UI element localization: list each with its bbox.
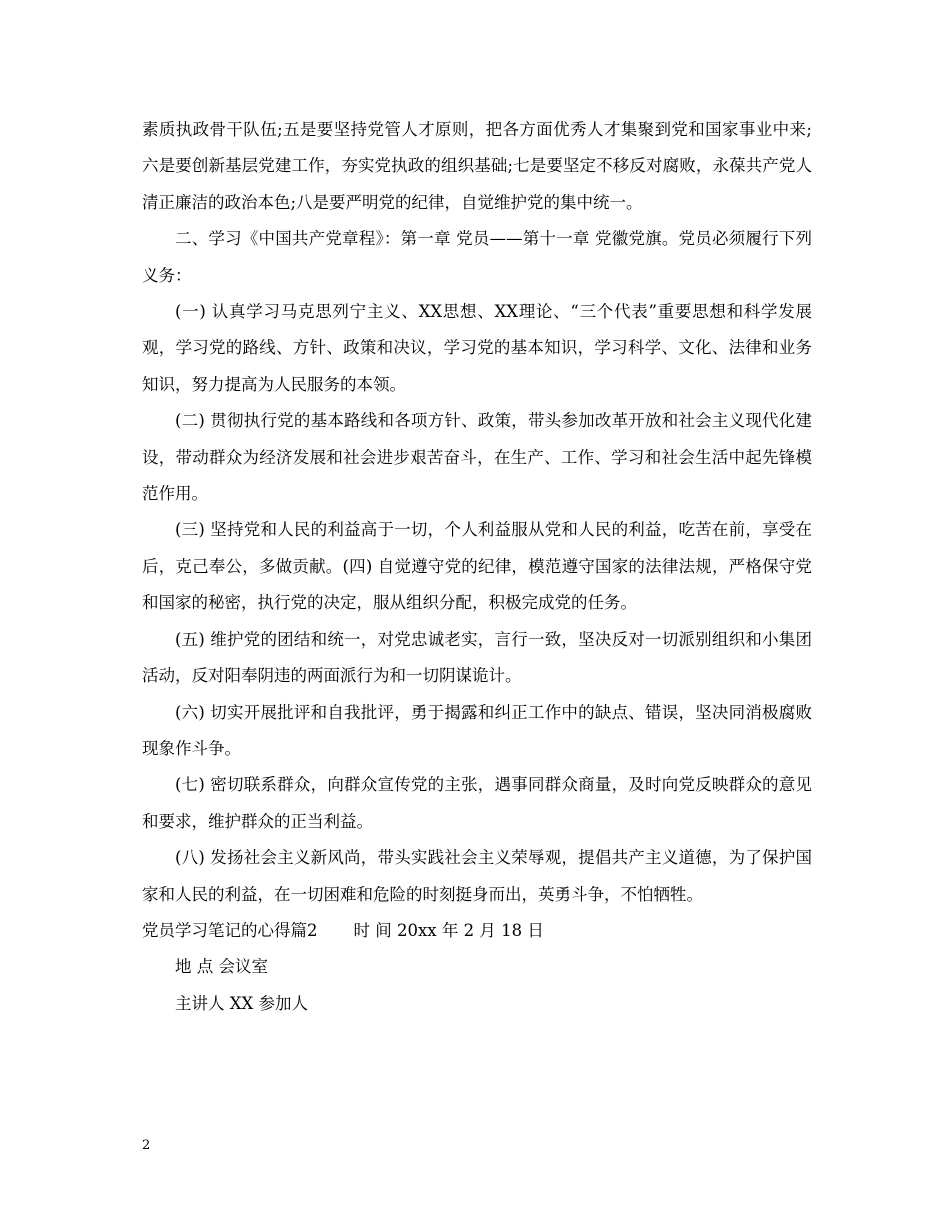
page-number: 2 <box>142 1138 151 1153</box>
paragraph-obligation-1: (一) 认真学习马克思列宁主义、XX思想、XX理论、“三个代表”重要思想和科学发展观，学习党的路线、方针、政策和决议，学习党的基本知识，学习科学、文化、法律和业务知识，努力提高为人民服务的本领。 <box>142 302 812 394</box>
meeting-time: 时 间 20xx 年 2 月 18 日 <box>353 920 544 940</box>
meeting-speaker: 主讲人 XX 参加人 <box>175 993 308 1013</box>
document-body <box>142 112 812 1022</box>
paragraph-obligation-6: (六) 切实开展批评和自我批评，勇于揭露和纠正工作中的缺点、错误，坚决同消极腐败现象作斗争。 <box>142 702 812 758</box>
paragraph-1: 素质执政骨干队伍;五是要坚持党管人才原则，把各方面优秀人才集聚到党和国家事业中来;六是要创新基层党建工作，夯实党执政的组织基础;七是要坚定不移反对腐败，永葆共产党人清正廉洁的政治本色;八是要严明党的纪律，自觉维护党的集中统一。 <box>142 120 812 212</box>
paragraph-obligation-5: (五) 维护党的团结和统一，对党忠诚老实，言行一致，坚决反对一切派别组织和小集团活动，反对阳奉阴违的两面派行为和一切阴谋诡计。 <box>142 629 812 686</box>
paragraph-obligation-2: (二) 贯彻执行党的基本路线和各项方针、政策，带头参加改革开放和社会主义现代化建设，带动群众为经济发展和社会进步艰苦奋斗，在生产、工作、学习和社会生活中起先锋模范作用。 <box>142 411 812 504</box>
section-heading: 党员学习笔记的心得篇2 <box>142 920 318 940</box>
paragraph-obligation-7: (七) 密切联系群众，向群众宣传党的主张，遇事同群众商量，及时向党反映群众的意见和要求，维护群众的正当利益。 <box>142 775 812 831</box>
paragraph-obligation-8: (八) 发扬社会主义新风尚，带头实践社会主义荣辱观，提倡共产主义道德，为了保护国家和人民的利益，在一切困难和危险的时刻挺身而出，英勇斗争，不怕牺牲。 <box>142 848 812 904</box>
meeting-location: 地 点 会议室 <box>175 957 268 977</box>
section-heading-line <box>142 913 812 949</box>
paragraph-2: 二、学习《中国共产党章程》：第一章 党员——第十一章 党徽党旗。党员必须履行下列义务： <box>142 229 812 285</box>
paragraph-obligation-3-4: (三) 坚持党和人民的利益高于一切，个人利益服从党和人民的利益，吃苦在前，享受在后，克己奉公，多做贡献。(四) 自觉遵守党的纪律，模范遵守国家的法律法规，严格保守党和国家的秘密，执行党的决定，服从组织分配，积极完成党的任务。 <box>142 520 812 613</box>
